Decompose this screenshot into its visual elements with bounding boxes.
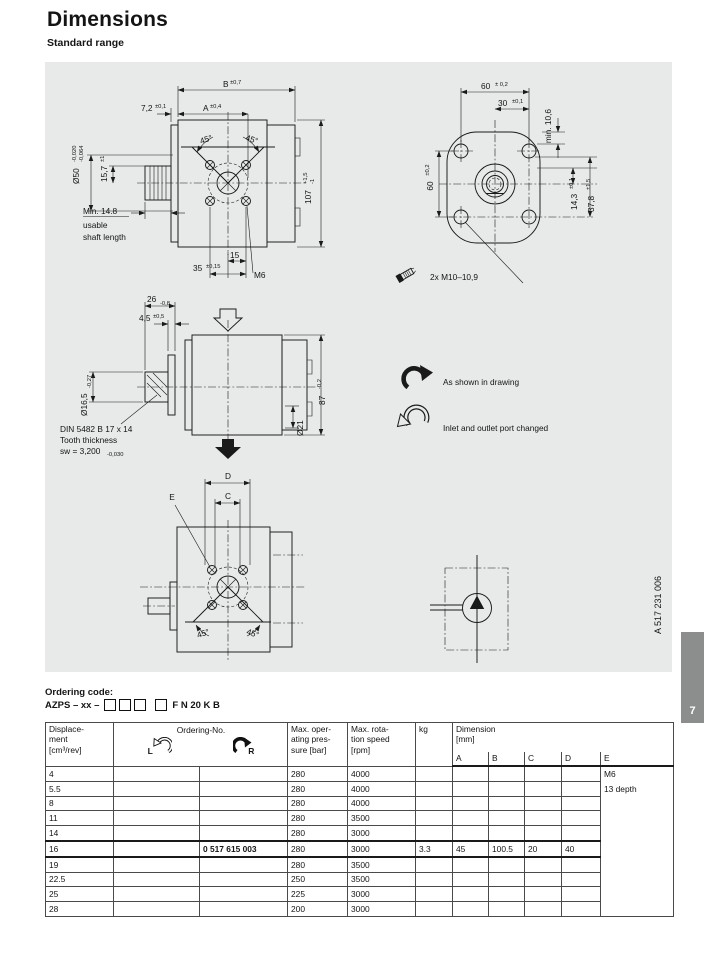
dim-label-d50: Ø50 [71, 168, 81, 184]
dim-tol-30: ±0,1 [512, 99, 524, 105]
din-note-line3-tol: -0,030 [107, 452, 124, 458]
cell-dim-b: 100.5 [489, 841, 525, 857]
col-header-ordering-no [114, 723, 288, 767]
col-header-dim-a: A [453, 752, 489, 766]
table-row [46, 781, 674, 796]
side-view-drawing [71, 79, 325, 280]
pump-symbol [430, 555, 508, 663]
dim-label-15: 15 [230, 250, 240, 260]
ordering-no-title: Ordering-No. [176, 725, 226, 735]
cell-dim-a [453, 872, 489, 887]
cell-ordering-r [200, 857, 288, 872]
dim-tol-a: ±0,4 [210, 104, 222, 110]
dim-label-d16-5: Ø16,5 [79, 393, 89, 416]
cell-ordering-l [114, 857, 200, 872]
dim-tol-4-5: ±0,5 [153, 314, 165, 320]
cell-pressure: 200 [288, 902, 348, 917]
left-rotation-letter: L [147, 745, 153, 756]
dim-label-37-8: 37,8 [586, 195, 596, 212]
dim-tol-b: ±0,7 [230, 80, 242, 86]
angle-label-right: 45° [244, 132, 260, 146]
cell-dim-a [453, 781, 489, 796]
table-row [46, 887, 674, 902]
cell-ordering-l [114, 872, 200, 887]
dim-tol-7-2: ±0,1 [155, 104, 167, 110]
col-header-dim-e: E [601, 752, 674, 766]
cell-dim-a [453, 766, 489, 781]
cell-displacement: 14 [46, 826, 114, 841]
cell-kg [416, 887, 453, 902]
cell-ordering-l [114, 796, 200, 811]
document-number: A 517 231 006 [653, 575, 663, 635]
cell-dim-d [562, 872, 601, 887]
cell-dim-b [489, 857, 525, 872]
cell-speed: 3000 [348, 902, 416, 917]
cell-kg [416, 796, 453, 811]
cell-pressure: 250 [288, 872, 348, 887]
ordering-code-box [134, 699, 146, 711]
page-title: Dimensions [47, 8, 169, 31]
col-header-speed-l2: tion speed [351, 734, 390, 745]
cell-displacement: 16 [46, 841, 114, 857]
table-row [46, 902, 674, 917]
rotation-legend [398, 365, 549, 433]
col-header-displacement-l2: ment [49, 734, 68, 745]
cell-kg [416, 826, 453, 841]
cell-ordering-l [114, 887, 200, 902]
cell-kg [416, 857, 453, 872]
cell-ordering-r: 0 517 615 003 [200, 841, 288, 857]
table-row [46, 766, 674, 781]
col-header-displacement [46, 723, 114, 767]
cell-displacement: 19 [46, 857, 114, 872]
cell-dim-a [453, 902, 489, 917]
col-header-pressure-l1: Max. oper- [291, 724, 332, 734]
cell-ordering-r [200, 766, 288, 781]
cell-kg [416, 766, 453, 781]
technical-drawing-panel [45, 62, 672, 672]
shaft-note-line2: usable [83, 220, 108, 230]
cell-dim-d [562, 766, 601, 781]
ordering-code-box [104, 699, 116, 711]
e-note-line2: 13 depth [604, 784, 637, 795]
cell-displacement: 25 [46, 887, 114, 902]
dim-label-d: D [225, 471, 231, 481]
cell-displacement: 4 [46, 766, 114, 781]
dim-tol-107-upper: +1,5 [303, 172, 309, 184]
dim-label-60-top: 60 [481, 81, 491, 91]
dim-tol-26: -0,8 [160, 301, 170, 307]
cell-dim-d [562, 781, 601, 796]
dim-tol-15-7: ±1 [100, 155, 106, 162]
cell-speed: 3500 [348, 811, 416, 826]
cell-dim-d [562, 811, 601, 826]
cell-dim-a [453, 811, 489, 826]
cell-dim-b [489, 796, 525, 811]
col-header-dim-d: D [562, 752, 601, 766]
dim-tol-60-top: ± 0,2 [495, 82, 508, 88]
cell-dim-a [453, 826, 489, 841]
cell-dim-c [525, 826, 562, 841]
shaft-note-line3: shaft length [83, 232, 126, 242]
cell-dim-c [525, 781, 562, 796]
dim-label-m6: M6 [254, 270, 266, 280]
right-rotation-letter: R [248, 745, 255, 756]
dim-label-4-5: 4,5 [139, 313, 151, 323]
cell-dim-c [525, 872, 562, 887]
cell-dim-c [525, 857, 562, 872]
col-header-speed-l1: Max. rota- [351, 724, 389, 734]
outlet-arrow-icon [215, 439, 241, 459]
cw-rotation-label: As shown in drawing [443, 377, 520, 387]
cell-dim-d [562, 902, 601, 917]
dim-label-14-3: 14,3 [569, 193, 579, 210]
cw-rotation-icon [404, 365, 433, 387]
cell-pressure: 280 [288, 841, 348, 857]
dim-label-c: C [225, 491, 231, 501]
table-row [46, 857, 674, 872]
dim-label-b: B [223, 79, 229, 89]
page-tab [681, 632, 704, 723]
cell-pressure: 280 [288, 857, 348, 872]
table-row [46, 811, 674, 826]
dim-tol-107-lower: -1 [310, 178, 316, 184]
cell-speed: 4000 [348, 796, 416, 811]
din-note-line2: Tooth thickness [60, 435, 118, 445]
col-header-dimension-l2: [mm] [456, 734, 475, 745]
cell-pressure: 280 [288, 796, 348, 811]
col-header-dim-c: C [525, 752, 562, 766]
ordering-code-heading: Ordering code: [45, 687, 114, 698]
cell-speed: 3000 [348, 887, 416, 902]
cell-dim-b [489, 887, 525, 902]
angle-label-left-bottom: 45° [195, 626, 211, 640]
cell-speed: 3500 [348, 872, 416, 887]
ordering-code-line [45, 699, 220, 711]
dim-label-87: 87 [317, 395, 327, 405]
cell-dim-b [489, 902, 525, 917]
cell-ordering-r [200, 902, 288, 917]
col-header-max-speed [348, 723, 416, 767]
technical-drawing-svg [45, 62, 672, 672]
cell-displacement: 8 [46, 796, 114, 811]
cell-dim-c [525, 796, 562, 811]
cell-kg [416, 872, 453, 887]
cell-dim-d [562, 857, 601, 872]
cell-ordering-r [200, 887, 288, 902]
cell-kg: 3.3 [416, 841, 453, 857]
cell-dim-a [453, 887, 489, 902]
cell-ordering-r [200, 872, 288, 887]
cell-dim-a: 45 [453, 841, 489, 857]
col-header-speed-l3: [rpm] [351, 744, 371, 755]
dim-tol-d50-lower: -0,064 [79, 145, 85, 162]
col-header-dimension-l1: Dimension [456, 724, 496, 734]
dim-tol-87: -0,2 [317, 379, 323, 389]
cell-displacement: 11 [46, 811, 114, 826]
table-row [46, 826, 674, 841]
bottom-view-drawing [140, 471, 305, 660]
cell-dim-c [525, 766, 562, 781]
din-note-line1: DIN 5482 B 17 x 14 [60, 424, 133, 434]
cell-dim-c: 20 [525, 841, 562, 857]
cell-dim-d: 40 [562, 841, 601, 857]
cell-dim-b [489, 872, 525, 887]
cell-kg [416, 811, 453, 826]
dim-tol-14-3: ±0,1 [569, 177, 575, 189]
dim-label-15-7: 15,7 [99, 165, 109, 182]
ordering-code-box [119, 699, 131, 711]
col-header-max-pressure [288, 723, 348, 767]
table-row [46, 872, 674, 887]
col-header-dimension [453, 723, 674, 753]
ordering-code-suffix: F N 20 K B [172, 699, 220, 711]
cell-displacement: 28 [46, 902, 114, 917]
cell-speed: 3500 [348, 857, 416, 872]
cell-speed: 4000 [348, 766, 416, 781]
page-subtitle: Standard range [47, 37, 125, 49]
cell-dim-b [489, 826, 525, 841]
table-row-highlighted [46, 841, 674, 857]
cell-ordering-l [114, 781, 200, 796]
dim-label-107: 107 [303, 190, 313, 204]
din-note-line3: sw = 3,200 [60, 446, 101, 456]
ccw-rotation-label: Inlet and outlet port changed [443, 423, 549, 433]
cell-ordering-r [200, 811, 288, 826]
e-note-line1: M6 [604, 769, 616, 779]
side-view-spline-drawing [60, 294, 327, 459]
cell-displacement: 22.5 [46, 872, 114, 887]
ordering-code-prefix: AZPS – xx – [45, 699, 100, 711]
dim-tol-35: ±0,15 [206, 264, 221, 270]
cell-ordering-r [200, 826, 288, 841]
table-row [46, 796, 674, 811]
ccw-rotation-icon [153, 737, 172, 757]
cell-speed: 4000 [348, 781, 416, 796]
cell-dim-c [525, 887, 562, 902]
cell-ordering-l [114, 826, 200, 841]
specification-table [45, 722, 674, 917]
dim-tol-60-left: ±0,2 [425, 164, 431, 176]
dim-label-26: 26 [147, 294, 157, 304]
angle-label-left: 45° [198, 132, 214, 146]
cell-dim-d [562, 796, 601, 811]
front-view-drawing [395, 81, 597, 283]
cell-dim-e-note [601, 766, 674, 916]
screw-icon [395, 266, 416, 283]
dim-tol-d50-upper: -0,020 [72, 145, 78, 162]
cell-dim-b [489, 781, 525, 796]
dim-label-30: 30 [498, 98, 508, 108]
ccw-rotation-icon [398, 407, 427, 426]
dim-tol-d16-5: -0,27 [87, 374, 93, 388]
dim-label-7-2: 7,2 [141, 103, 153, 113]
cell-dim-c [525, 902, 562, 917]
col-header-kg: kg [416, 723, 453, 767]
cell-kg [416, 902, 453, 917]
cell-speed: 3000 [348, 826, 416, 841]
ordering-code-box [155, 699, 167, 711]
col-header-displacement-l3: [cm³/rev] [49, 744, 82, 755]
page-tab-number: 7 [689, 705, 696, 717]
cell-dim-a [453, 857, 489, 872]
cell-kg [416, 781, 453, 796]
dim-label-35: 35 [193, 263, 203, 273]
cell-ordering-r [200, 796, 288, 811]
dim-label-a: A [203, 103, 209, 113]
cell-dim-c [525, 811, 562, 826]
cell-pressure: 225 [288, 887, 348, 902]
cell-dim-b [489, 766, 525, 781]
dim-label-min-10-6: min. 10,6 [543, 108, 553, 144]
dim-label-e: E [169, 492, 175, 502]
cell-dim-d [562, 887, 601, 902]
cell-ordering-l [114, 811, 200, 826]
cell-dim-b [489, 811, 525, 826]
cell-dim-d [562, 826, 601, 841]
col-header-pressure-l3: sure [bar] [291, 744, 327, 755]
dim-label-d21: Ø21 [295, 420, 305, 436]
shaft-note-line1: Min. 14.8 [83, 206, 118, 216]
cell-speed: 3000 [348, 841, 416, 857]
screws-label: 2x M10–10,9 [430, 272, 478, 282]
cell-displacement: 5.5 [46, 781, 114, 796]
cell-pressure: 280 [288, 811, 348, 826]
cell-ordering-r [200, 781, 288, 796]
dim-label-60-left: 60 [425, 181, 435, 191]
cell-ordering-l [114, 902, 200, 917]
cell-pressure: 280 [288, 766, 348, 781]
col-header-displacement-l1: Displace- [49, 724, 84, 734]
dim-tol-37-8: ±1,5 [586, 178, 592, 190]
col-header-dim-b: B [489, 752, 525, 766]
cell-pressure: 280 [288, 826, 348, 841]
cell-pressure: 280 [288, 781, 348, 796]
angle-label-right-bottom: 45° [245, 626, 261, 640]
cell-ordering-l [114, 766, 200, 781]
cell-dim-a [453, 796, 489, 811]
col-header-pressure-l2: ating pres- [291, 734, 331, 745]
cell-ordering-l [114, 841, 200, 857]
